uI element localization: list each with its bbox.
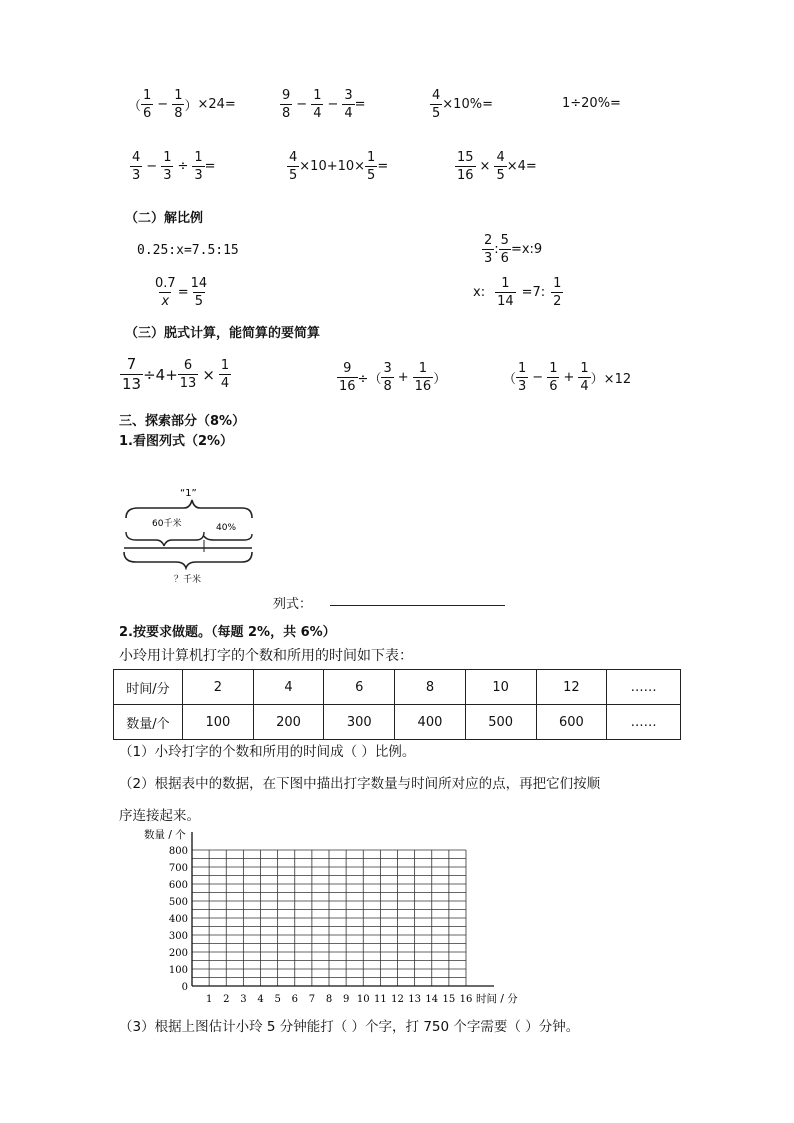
y-tick-label: 500 bbox=[168, 897, 188, 908]
table-cell: 200 bbox=[253, 705, 324, 740]
y-tick-label: 100 bbox=[168, 965, 188, 976]
y-axis-label: 数量 / 个 bbox=[144, 829, 186, 841]
x-tick-label: 16 bbox=[459, 994, 473, 1005]
section-title-explore: 三、探索部分（8%） bbox=[119, 414, 246, 429]
y-tick-label: 200 bbox=[168, 948, 188, 959]
calc-question-2: $\frac{9}{16}$ ÷（ $\frac{3}{8}$ + $\frac{1}{16}$ ） bbox=[339, 361, 447, 394]
table-cell: 10 bbox=[465, 670, 536, 705]
x-tick-label: 10 bbox=[356, 994, 370, 1005]
table-cell: …… bbox=[607, 670, 681, 705]
grid-chart bbox=[130, 824, 540, 1009]
formula-label: 列式： bbox=[273, 597, 313, 612]
expr-2: $\frac{9}{8}$ − $\frac{1}{4}$ − $\frac{3}{4}$ = bbox=[282, 88, 366, 121]
subsection-title-diagram: 1.看图列式（2%） bbox=[119, 434, 234, 449]
expr-5: $\frac{4}{3}$ − $\frac{1}{3}$ ÷ $\frac{1}{3}$ = bbox=[132, 150, 216, 183]
table-row-count bbox=[114, 705, 681, 740]
y-tick-label: 700 bbox=[168, 863, 188, 874]
question-1: （1）小玲打字的个数和所用的时间成（ ）比例。 bbox=[119, 744, 416, 760]
table-cell: 2 bbox=[183, 670, 254, 705]
expr-3: $\frac{4}{5}$ ×10%= bbox=[432, 88, 493, 121]
expr-7: $\frac{15}{16}$ × $\frac{4}{5}$ ×4= bbox=[457, 150, 537, 183]
x-tick-label: 4 bbox=[257, 994, 264, 1005]
x-tick-label: 1 bbox=[205, 994, 213, 1005]
table-intro: 小玲用计算机打字的个数和所用的时间如下表： bbox=[119, 648, 413, 664]
question-2-line-2: 序连接起来。 bbox=[119, 808, 200, 824]
x-tick-label: 7 bbox=[308, 994, 316, 1005]
bottom-brace bbox=[124, 552, 252, 568]
x-tick-label: 3 bbox=[240, 994, 247, 1005]
table-cell: 12 bbox=[536, 670, 607, 705]
x-tick-label: 11 bbox=[374, 994, 387, 1005]
y-tick-label: 300 bbox=[168, 931, 188, 942]
diagram-total-label: ？千米 bbox=[174, 575, 202, 585]
y-tick-label: 600 bbox=[168, 880, 188, 891]
row-header-count: 数量/个 bbox=[114, 705, 183, 740]
x-tick-label: 14 bbox=[425, 994, 439, 1005]
y-tick-label: 0 bbox=[181, 982, 188, 993]
expr-1: （ $\frac{1}{6}$ − $\frac{1}{8}$ ） ×24= bbox=[128, 88, 236, 121]
proportion-2: $\frac{2}{3}$ : $\frac{5}{6}$ =x:9 bbox=[484, 233, 543, 266]
proportion-3: $\frac{0.7}{x}$ = $\frac{14}{5}$ bbox=[155, 276, 208, 309]
section-title-calculation: （三）脱式计算，能简算的要简算 bbox=[125, 326, 321, 341]
x-tick-label: 6 bbox=[291, 994, 298, 1005]
x-tick-label: 15 bbox=[442, 994, 456, 1005]
table-row-time bbox=[114, 670, 681, 705]
table-cell: 4 bbox=[253, 670, 324, 705]
diagram-right-label: 40% bbox=[216, 523, 237, 533]
proportion-1: 0.25:x=7.5:15 bbox=[137, 243, 239, 258]
row-header-time: 时间/分 bbox=[114, 670, 183, 705]
top-brace bbox=[126, 500, 252, 518]
calc-question-3: （ $\frac{1}{3}$ − $\frac{1}{6}$ + $\frac{1}{4}$ ）×12 bbox=[503, 361, 632, 394]
table-cell: 300 bbox=[324, 705, 395, 740]
table-cell: 500 bbox=[465, 705, 536, 740]
x-tick-label: 8 bbox=[325, 994, 333, 1005]
proportion-4: x: $\frac{1}{14}$ =7: $\frac{1}{2}$ bbox=[473, 276, 562, 309]
diagram-left-label: 60千米 bbox=[152, 519, 182, 529]
x-tick-label: 13 bbox=[408, 994, 421, 1005]
table-cell: 400 bbox=[395, 705, 466, 740]
y-tick-label: 400 bbox=[168, 914, 188, 925]
table-cell: 8 bbox=[395, 670, 466, 705]
brace-diagram bbox=[118, 478, 278, 588]
formula-answer-line[interactable] bbox=[330, 605, 505, 606]
expr-4: 1÷20%= bbox=[562, 96, 621, 111]
subsection-title-task: 2.按要求做题。（每题 2%，共 6%） bbox=[119, 625, 336, 640]
x-tick-label: 2 bbox=[223, 994, 230, 1005]
section-title-proportion: （二）解比例 bbox=[125, 211, 204, 226]
question-3: （3）根据上图估计小玲 5 分钟能打（ ）个字，打 750 个字需要（ ）分钟。 bbox=[119, 1019, 580, 1035]
expr-6: $\frac{4}{5}$ ×10+10× $\frac{1}{5}$ = bbox=[289, 150, 389, 183]
question-2-line-1: （2）根据表中的数据，在下图中描出打字数量与时间所对应的点，再把它们按顺 bbox=[119, 776, 601, 792]
table-cell: 6 bbox=[324, 670, 395, 705]
x-axis-label: 时间 / 分 bbox=[476, 993, 518, 1005]
x-tick-label: 12 bbox=[391, 994, 404, 1005]
table-cell: …… bbox=[607, 705, 681, 740]
x-tick-label: 5 bbox=[274, 994, 281, 1005]
table-cell: 100 bbox=[183, 705, 254, 740]
typing-table bbox=[113, 669, 681, 740]
table-cell: 600 bbox=[536, 705, 607, 740]
diagram-whole-label: “1” bbox=[180, 488, 197, 499]
calc-question-1: $\frac{7}{13}$ ÷4+ $\frac{6}{13}$ × $\frac{1}{4}$ bbox=[122, 355, 230, 393]
x-tick-label: 9 bbox=[342, 994, 350, 1005]
y-tick-label: 800 bbox=[168, 846, 188, 857]
